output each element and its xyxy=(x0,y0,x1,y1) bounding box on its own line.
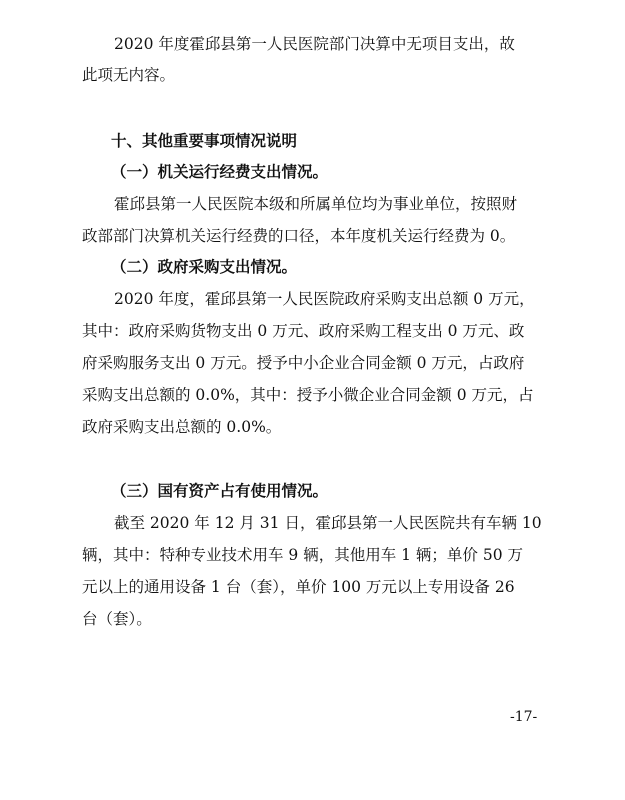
subsection-3-line-1: 截至 2020 年 12 月 31 日，霍邱县第一人民医院共有车辆 10 xyxy=(114,514,542,532)
subsection-2-line-1: 2020 年度，霍邱县第一人民医院政府采购支出总额 0 万元， xyxy=(114,290,535,308)
subsection-2-line-3: 府采购服务支出 0 万元。授予中小企业合同金额 0 万元，占政府 xyxy=(82,354,525,372)
intro-line-2: 此项无内容。 xyxy=(82,66,176,84)
subsection-2-line-2: 其中：政府采购货物支出 0 万元、政府采购工程支出 0 万元、政 xyxy=(82,322,525,340)
section-10-heading: 十、其他重要事项情况说明 xyxy=(111,132,298,150)
subsection-3-line-2: 辆，其中：特种专业技术用车 9 辆，其他用车 1 辆；单价 50 万 xyxy=(82,546,524,564)
subsection-1-heading: （一）机关运行经费支出情况。 xyxy=(111,163,329,181)
intro-line-1: 2020 年度霍邱县第一人民医院部门决算中无项目支出，故 xyxy=(114,35,515,53)
page-number: -17- xyxy=(510,709,538,725)
subsection-3-heading: （三）国有资产占有使用情况。 xyxy=(111,482,329,500)
subsection-2-line-5: 政府采购支出总额的 0.0%。 xyxy=(82,418,282,436)
subsection-1-line-2: 政部部门决算机关运行经费的口径，本年度机关运行经费为 0。 xyxy=(82,227,516,245)
subsection-3-line-4: 台（套）。 xyxy=(82,610,152,628)
subsection-3-line-3: 元以上的通用设备 1 台（套），单价 100 万元以上专用设备 26 xyxy=(82,578,515,596)
subsection-1-line-1: 霍邱县第一人民医院本级和所属单位均为事业单位，按照财 xyxy=(114,195,518,213)
subsection-2-heading: （二）政府采购支出情况。 xyxy=(111,258,298,276)
subsection-2-line-4: 采购支出总额的 0.0%，其中：授予小微企业合同金额 0 万元，占 xyxy=(82,386,534,404)
